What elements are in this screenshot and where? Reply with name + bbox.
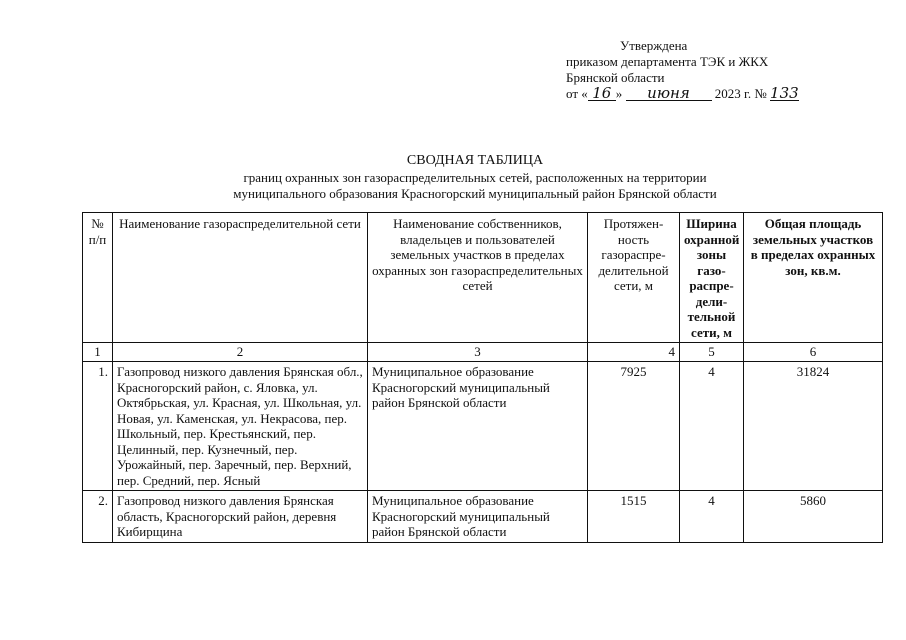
column-number: 1 [83,343,113,362]
handwritten-day: 16 [588,86,616,101]
row-owner: Муниципальное образование Красногорский муниципальный район Брянской области [368,491,588,543]
row-length: 7925 [588,362,680,491]
row-network-name: Газопровод низкого давления Брянская область, Красногорский район, деревня Кибирщина [113,491,368,543]
header-length: Протяжен-ность газораспре-делительной сети, м [588,213,680,343]
row-zone-width: 4 [680,491,744,543]
approval-stamp [566,38,886,102]
header-owners: Наименование собственников, владельцев и пользователей земельных участков в пределах охранных зон газораспределительных сетей [368,213,588,343]
row-number: 2. [83,491,113,543]
column-number: 5 [680,343,744,362]
approval-date-line [566,86,886,102]
header-network-name: Наименование газораспределительной сети [113,213,368,343]
row-zone-width: 4 [680,362,744,491]
header-total-area: Общая площадь земельных участков в пределах охранных зон, кв.м. [744,213,883,343]
row-length: 1515 [588,491,680,543]
date-prefix: от « [566,86,588,101]
date-year: 2023 г. [714,86,752,101]
summary-table [82,212,883,543]
column-number: 2 [113,343,368,362]
column-number: 3 [368,343,588,362]
column-number-row [83,343,883,362]
row-owner: Муниципальное образование Красногорский муниципальный район Брянской области [368,362,588,491]
approval-region-line: Брянской области [566,70,665,85]
header-number: № п/п [83,213,113,343]
column-number: 4 [588,343,680,362]
row-total-area: 31824 [744,362,883,491]
handwritten-order-number: 133 [770,84,799,102]
header-zone-width: Ширина охранной зоны газо-распре-дели-тельной сети, м [680,213,744,343]
title-subtitle-1: границ охранных зон газораспределительных сетей, расположенных на территории [243,170,707,185]
title-heading: СВОДНАЯ ТАБЛИЦА [406,153,544,168]
row-number: 1. [83,362,113,491]
number-sign: № [754,86,767,101]
table-row [83,362,883,491]
row-network-name: Газопровод низкого давления Брянская обл., Красногорский район, с. Яловка, ул. Октябрьская, ул. Красная, ул. Школьная, ул. Новая, ул. Каменская, ул. Некрасова, пер. Школьный, пер. Крестьянский, пер. Целинный, пер. Кузнечный, пер. Урожайный, пер. Заречный, пер. Верхний, пер. Средний, пер. Ясный [113,362,368,491]
handwritten-month: июня [626,86,712,101]
document-title [150,152,800,202]
approval-title: Утверждена [620,38,688,53]
table-header-row [83,213,883,343]
approval-order-line: приказом департамента ТЭК и ЖКХ [566,54,769,69]
row-total-area: 5860 [744,491,883,543]
table-row [83,491,883,543]
column-number: 6 [744,343,883,362]
title-subtitle-2: муниципального образования Красногорский муниципальный район Брянской области [233,186,717,201]
date-mid: » [615,86,623,101]
